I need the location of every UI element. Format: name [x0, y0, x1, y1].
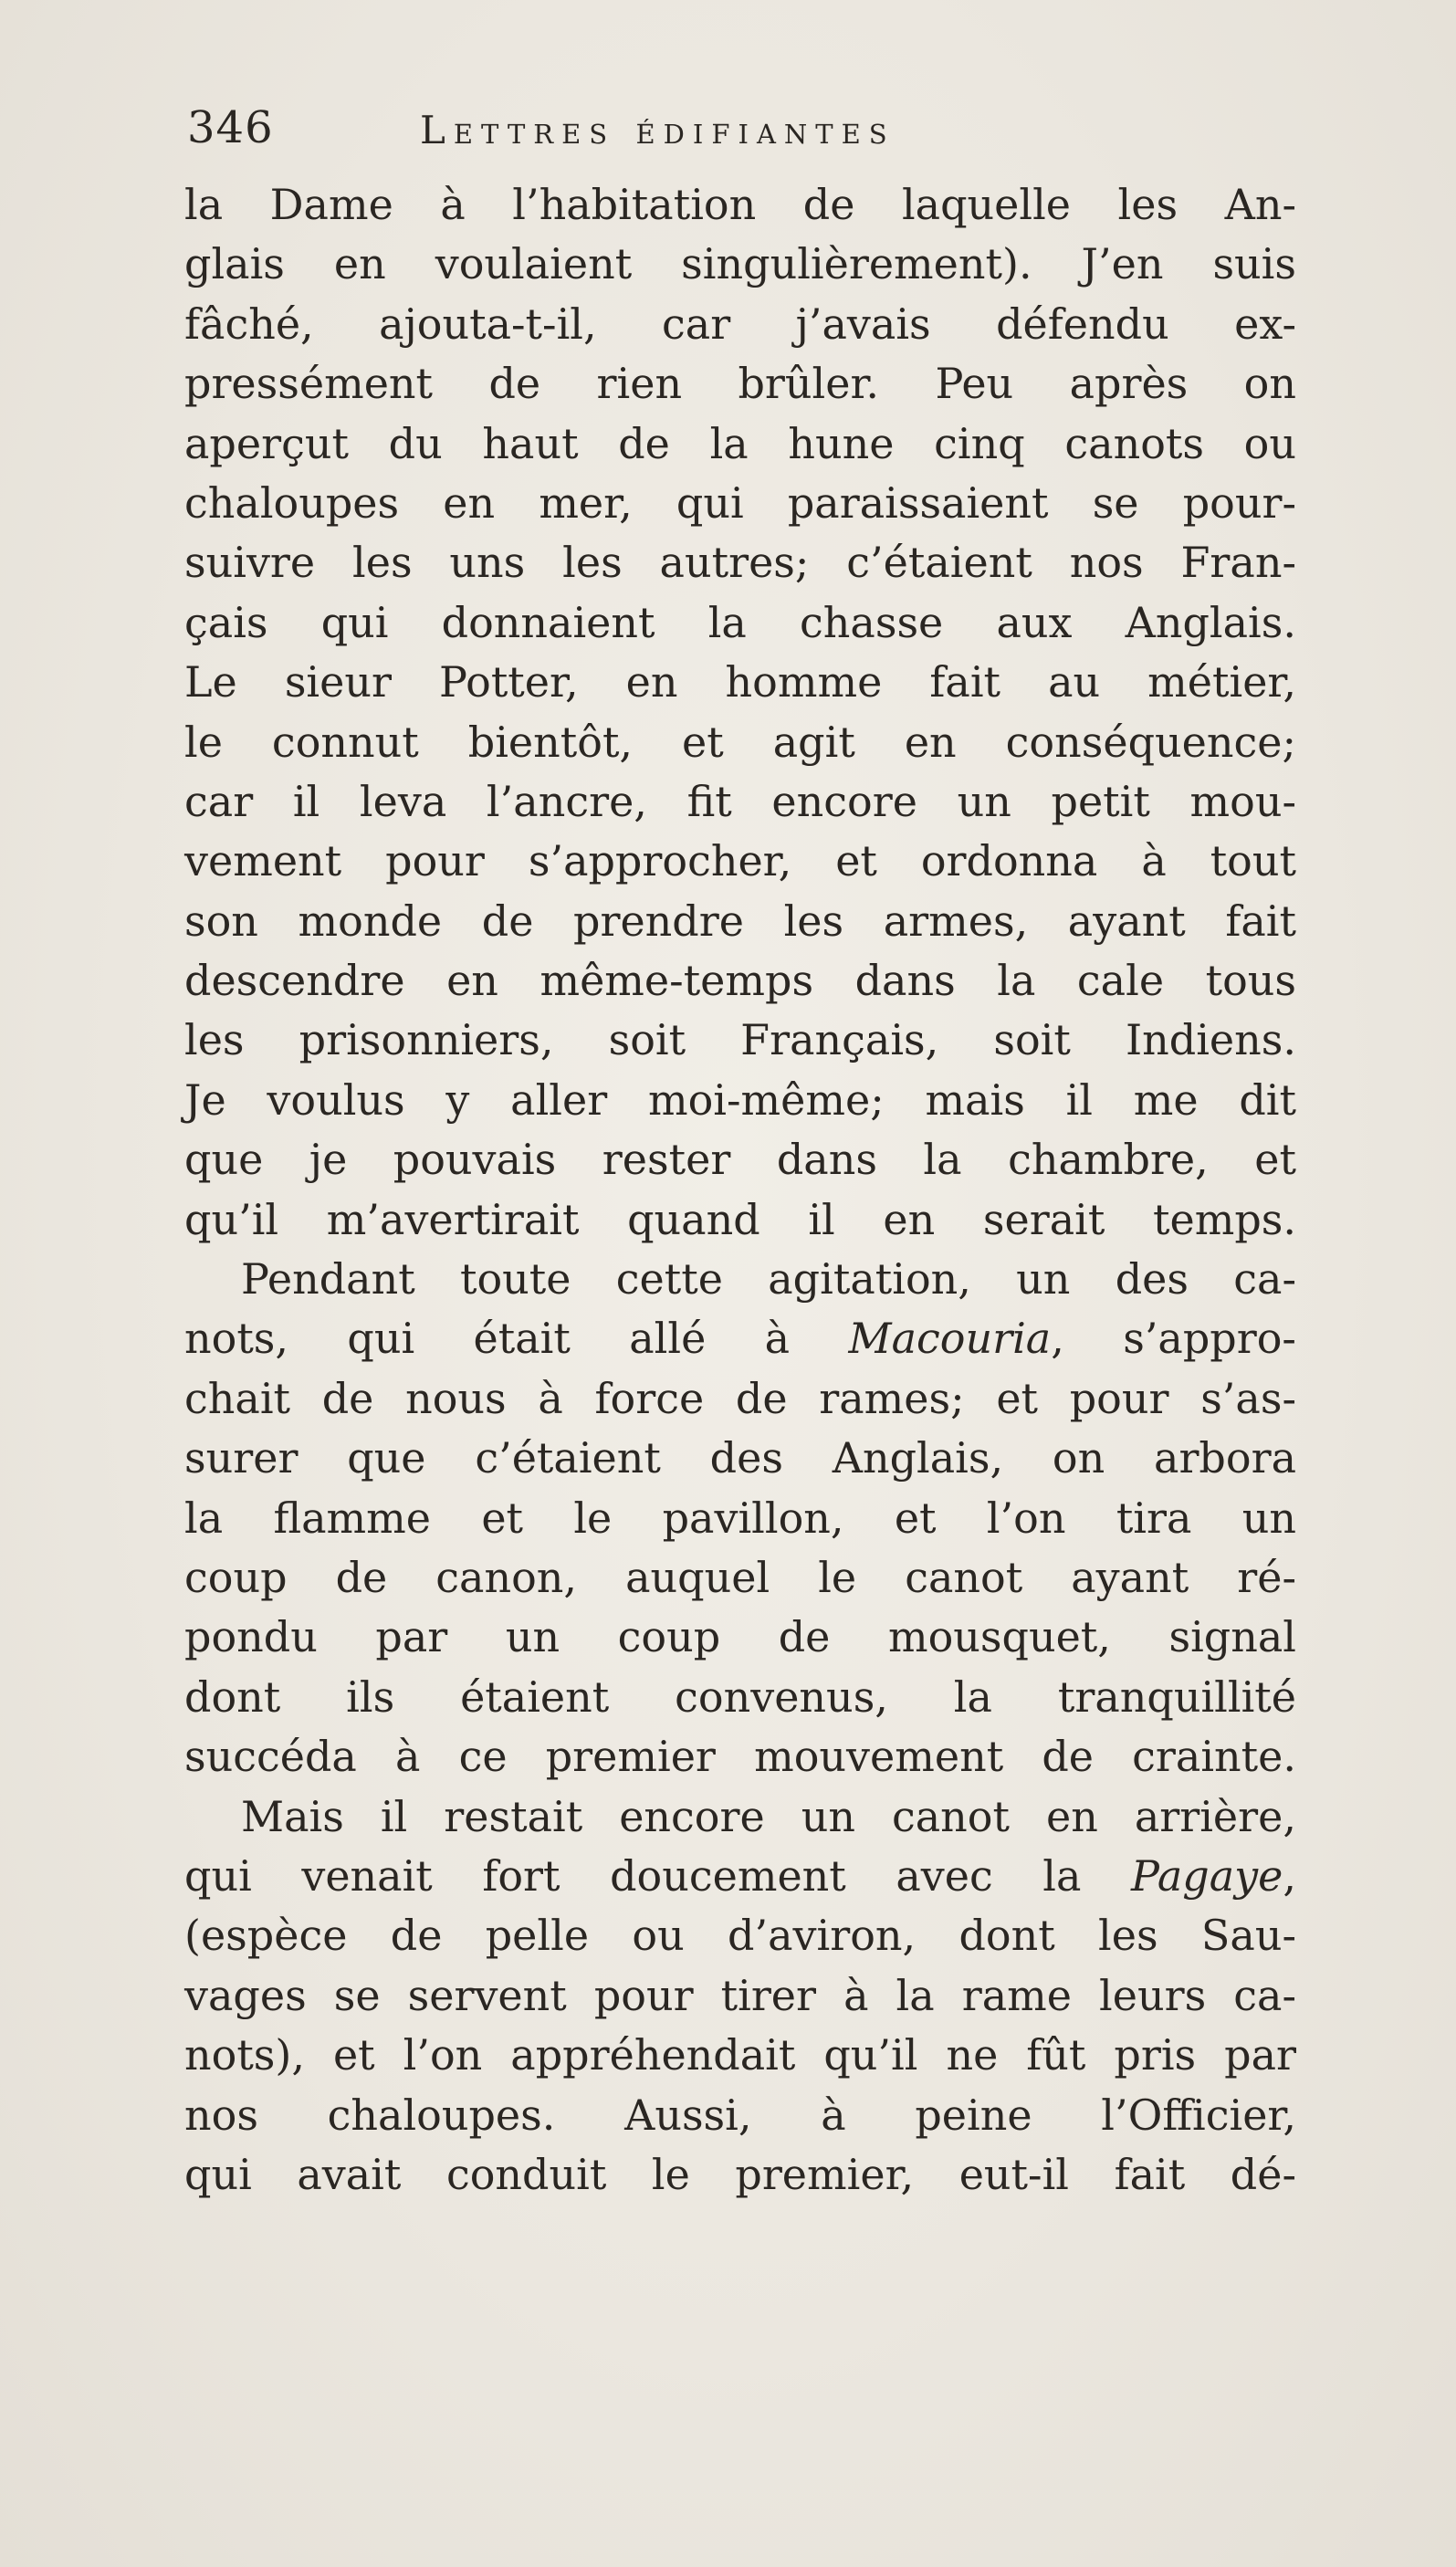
text-line: succéda à ce premier mouvement de crainte. [184, 1732, 1296, 1782]
italic-term: Pagaye [1130, 1850, 1283, 1901]
text-line: le connut bientôt, et agit en conséquence; [184, 717, 1296, 767]
text-line: descendre en même-temps dans la cale tous [184, 956, 1296, 1006]
text-line: nots), et l’on appréhendait qu’il ne fût pris par [184, 2030, 1296, 2080]
text-line: chaloupes en mer, qui paraissaient se pour- [184, 477, 1296, 528]
text-line: aperçut du haut de la hune cinq canots ou [184, 418, 1296, 468]
text-line: la Dame à l’habitation de laquelle les An- [184, 180, 1296, 229]
text-line: glais en voulaient singulièrement). J’en suis [184, 239, 1296, 289]
text-line: coup de canon, auquel le canot ayant ré- [184, 1552, 1296, 1602]
body-text [184, 175, 1296, 2205]
text-line: nos chaloupes. Aussi, à peine l’Officier, [184, 2090, 1296, 2140]
italic-term: Macouria [848, 1314, 1052, 1364]
text-line: car il leva l’ancre, fit encore un petit mou- [184, 776, 1296, 826]
text-line: que je pouvais rester dans la chambre, et [184, 1135, 1296, 1185]
text-line: chait de nous à force de rames; et pour s’as- [184, 1373, 1296, 1423]
text-line: Mais il restait encore un canot en arrière, [241, 1791, 1296, 1841]
text-line: surer que c’étaient des Anglais, on arbora [184, 1433, 1296, 1483]
text-line: suivre les uns les autres; c’étaient nos Fran- [184, 538, 1296, 588]
running-head [187, 102, 1319, 166]
text-line: pondu par un coup de mousquet, signal [184, 1612, 1296, 1662]
text-line: fâché, ajouta-t-il, car j’avais défendu ex- [184, 299, 1296, 349]
text-line: qu’il m’avertirait quand il en serait temps. [184, 1194, 1296, 1244]
text-line: Pendant toute cette agitation, un des ca- [241, 1254, 1296, 1304]
text-line: (espèce de pelle ou d’aviron, dont les Sau- [184, 1911, 1296, 1961]
text-segment: nots, qui était allé à [184, 1314, 849, 1364]
text-line: çais qui donnaient la chasse aux Anglais. [184, 597, 1296, 647]
running-title: Lettres édifiantes [420, 108, 896, 152]
text-line [184, 1309, 1296, 1368]
text-line: dont ils étaient convenus, la tranquillité [184, 1671, 1296, 1722]
text-segment: qui venait fort doucement avec la [184, 1850, 1131, 1901]
text-line [184, 1847, 1296, 1906]
text-line: vement pour s’approcher, et ordonna à tout [184, 836, 1296, 886]
page-number: 346 [187, 102, 274, 153]
text-line: son monde de prendre les armes, ayant fait [184, 896, 1296, 946]
text-line: les prisonniers, soit Français, soit Indiens. [184, 1015, 1296, 1065]
text-line: qui avait conduit le premier, eut-il fait dé- [184, 2149, 1296, 2199]
text-line: Je voulus y aller moi-même; mais il me dit [184, 1074, 1296, 1125]
text-line: pressément de rien brûler. Peu après on [184, 359, 1296, 409]
text-segment: , [1283, 1850, 1296, 1901]
text-line: la flamme et le pavillon, et l’on tira un [184, 1493, 1296, 1543]
text-line: Le sieur Potter, en homme fait au métier, [184, 657, 1296, 707]
text-line: vages se servent pour tirer à la rame leurs ca- [184, 1970, 1296, 2020]
text-segment: , s’appro- [1051, 1314, 1296, 1364]
